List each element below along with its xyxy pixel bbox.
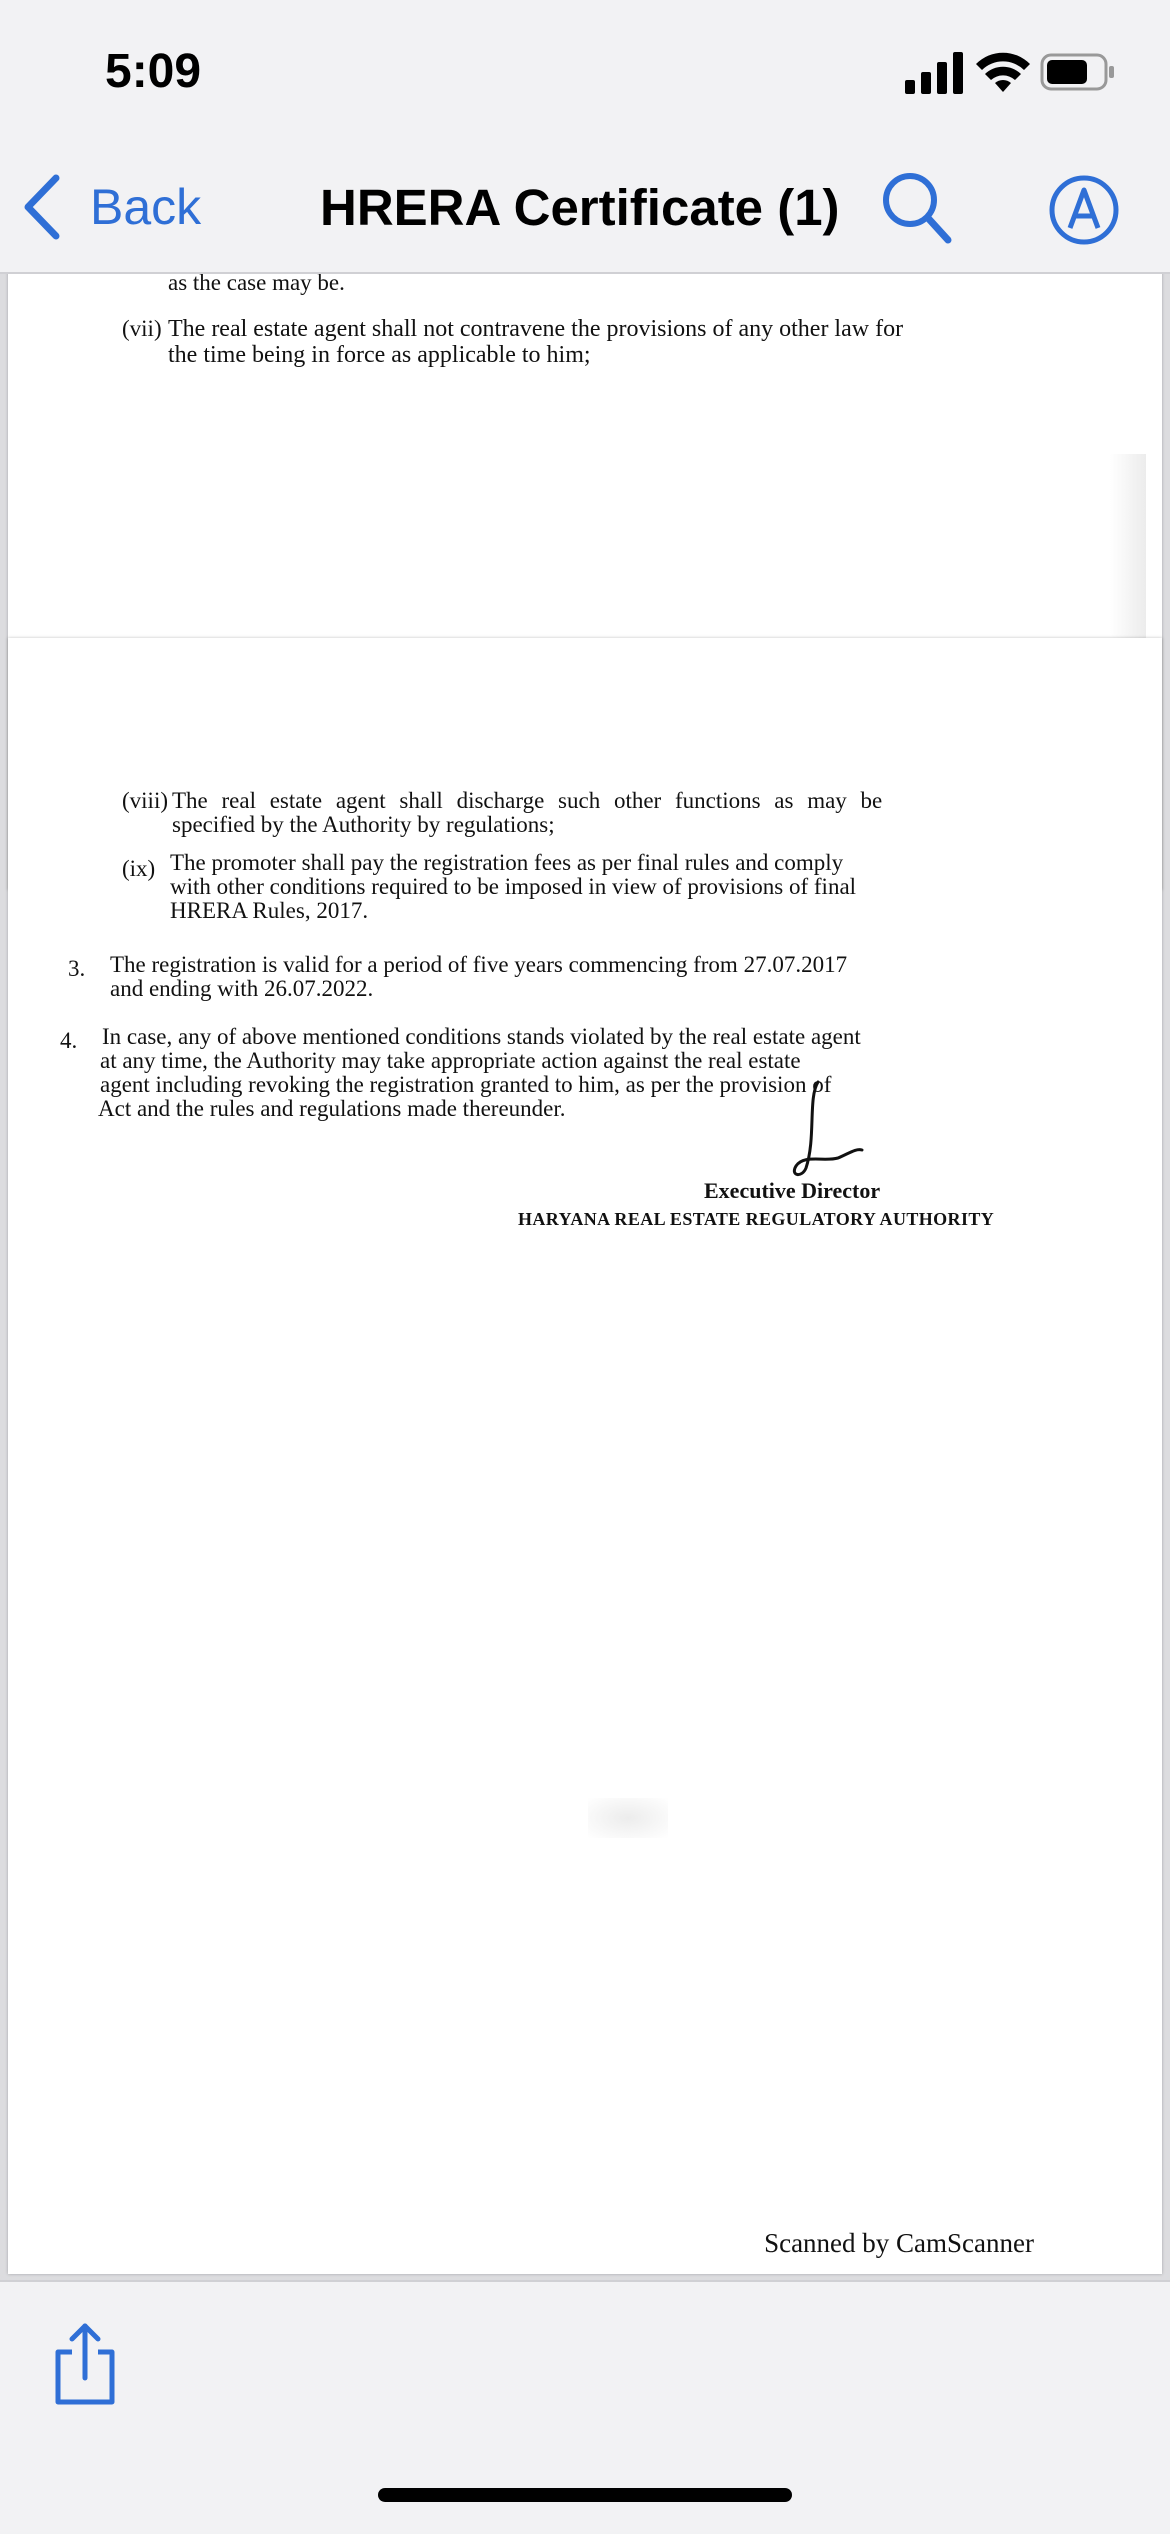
- clause-number-viii: (viii): [122, 788, 168, 813]
- camscanner-watermark-2: Scanned by CamScanner: [764, 2228, 1034, 2258]
- doc-line-case-may-be: as the case may be.: [168, 274, 345, 295]
- battery-icon: [1040, 52, 1116, 92]
- clause-number-vii: (vii): [122, 316, 162, 341]
- status-time: 5:09: [105, 45, 202, 98]
- signatory-title: Executive Director: [704, 1178, 881, 1203]
- back-button[interactable]: [22, 172, 201, 242]
- para-4-line-1: In case, any of above mentioned conditions stands violated by the real estate agent: [102, 1024, 861, 1049]
- para-4-line-4: Act and the rules and regulations made thereunder.: [98, 1096, 566, 1121]
- back-label: Back: [90, 179, 202, 235]
- share-icon[interactable]: [50, 2322, 120, 2406]
- pdf-page-2: [8, 638, 1162, 2274]
- para-3-line-2: and ending with 26.07.2022.: [110, 976, 374, 1001]
- clause-viii-line-1: The real estate agent shall discharge such other functions as may be: [172, 788, 883, 813]
- clause-ix-line-3: HRERA Rules, 2017.: [170, 898, 369, 923]
- chevron-left-icon: [22, 174, 62, 240]
- clause-vii-line-2: the time being in force as applicable to him;: [168, 342, 591, 368]
- para-4-line-3: agent including revoking the registration granted to him, as per the provision of: [100, 1072, 832, 1097]
- markup-pen-icon[interactable]: [1048, 174, 1120, 246]
- clause-ix-line-2: with other conditions required to be imposed in view of provisions of final: [170, 874, 857, 899]
- clause-vii-line-1: The real estate agent shall not contravene the provisions of any other law for: [168, 316, 904, 342]
- wifi-icon: [975, 50, 1031, 94]
- status-bar: [0, 0, 1170, 150]
- signatory-organization: HARYANA REAL ESTATE REGULATORY AUTHORITY: [518, 1209, 995, 1229]
- para-number-3: 3.: [68, 956, 86, 981]
- para-3-line-1: The registration is valid for a period of five years commencing from 27.07.2017: [110, 952, 848, 977]
- scan-smudge: [588, 1798, 668, 1838]
- cellular-signal-icon: [905, 52, 963, 94]
- clause-viii-line-2: specified by the Authority by regulations;: [172, 812, 555, 837]
- clause-number-ix: (ix): [122, 856, 156, 881]
- pdf-document-viewer[interactable]: [0, 274, 1170, 2280]
- para-4-line-2: at any time, the Authority may take appropriate action against the real estate: [100, 1048, 801, 1073]
- page-title: HRERA Certificate (1): [320, 179, 840, 236]
- home-indicator[interactable]: [378, 2488, 792, 2502]
- handwritten-signature: [778, 1078, 868, 1188]
- para-number-4: 4.: [60, 1028, 78, 1053]
- clause-ix-line-1: The promoter shall pay the registration fees as per final rules and comply: [170, 850, 844, 875]
- search-icon[interactable]: [880, 170, 952, 246]
- navigation-bar: [0, 150, 1170, 274]
